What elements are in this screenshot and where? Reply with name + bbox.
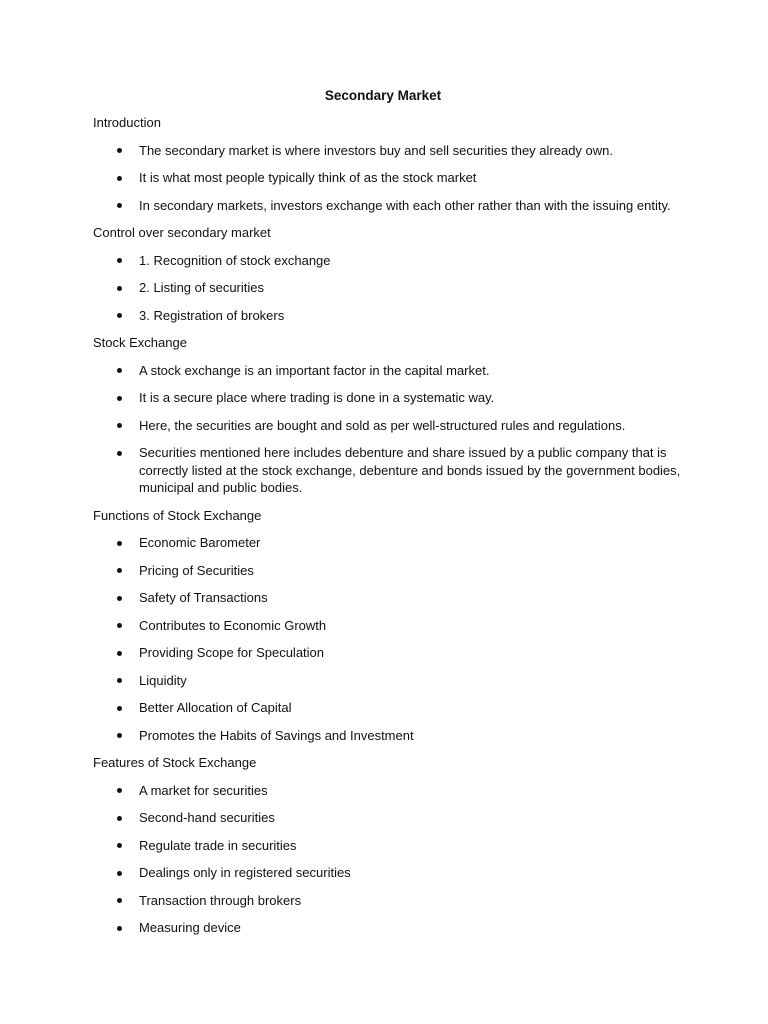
list-item: [93, 782, 683, 800]
list-item: [93, 562, 683, 580]
bullet-dot-icon: [117, 898, 122, 903]
bullet-dot-icon: [117, 286, 122, 291]
bullet-dot-icon: [117, 313, 122, 318]
bullet-dot-icon: [117, 541, 122, 546]
bullet-dot-icon: [117, 396, 122, 401]
bullet-dot-icon: [117, 203, 122, 208]
bullet-dot-icon: [117, 926, 122, 931]
list-item-text: Better Allocation of Capital: [139, 700, 292, 715]
list-item: [93, 534, 683, 552]
list-item: [93, 809, 683, 827]
list-item: [93, 252, 683, 270]
document-title: Secondary Market: [324, 88, 442, 103]
document-page: [93, 87, 683, 947]
bullet-list: [93, 362, 683, 497]
bullet-dot-icon: [117, 568, 122, 573]
section-heading: Features of Stock Exchange: [93, 755, 257, 770]
list-item: [93, 389, 683, 407]
list-item: [93, 672, 683, 690]
list-item-text: Promotes the Habits of Savings and Investment: [139, 727, 414, 743]
bullet-dot-icon: [117, 176, 122, 181]
bullet-dot-icon: [117, 451, 122, 456]
bullet-list: [93, 252, 683, 325]
bullet-dot-icon: [117, 623, 122, 628]
bullet-dot-icon: [117, 706, 122, 711]
list-item: [93, 699, 683, 717]
list-item-text: Securities mentioned here includes debenture and share issued by a public company that is correctly listed at the stock exchange, debenture and bonds issued by the government bodies, municipal and public bodies.: [139, 445, 681, 495]
list-item-text: Pricing of Securities: [139, 562, 254, 578]
list-item: [93, 919, 683, 937]
list-item-text: A stock exchange is an important factor in the capital market.: [139, 362, 490, 378]
list-item: [93, 837, 683, 855]
list-item-text: The secondary market is where investors buy and sell securities they already own.: [139, 142, 613, 158]
bullet-dot-icon: [117, 871, 122, 876]
list-item-text: Regulate trade in securities: [139, 837, 297, 853]
bullet-dot-icon: [117, 733, 122, 738]
bullet-dot-icon: [117, 788, 122, 793]
list-item-text: 1. Recognition of stock exchange: [139, 252, 331, 268]
list-item-text: Providing Scope for Speculation: [139, 645, 325, 660]
list-item-text: Transaction through brokers: [139, 892, 302, 908]
bullet-dot-icon: [117, 678, 122, 683]
list-item-text: Liquidity: [139, 672, 187, 688]
bullet-dot-icon: [117, 816, 122, 821]
list-item: [93, 169, 683, 187]
bullet-dot-icon: [117, 843, 122, 848]
bullet-dot-icon: [117, 368, 122, 373]
bullet-dot-icon: [117, 651, 122, 656]
list-item-text: Dealings only in registered securities: [139, 865, 351, 880]
list-item: [93, 864, 683, 882]
list-item: [93, 617, 683, 635]
bullet-dot-icon: [117, 258, 122, 263]
list-item-text: A market for securities: [139, 782, 268, 798]
document-body: [93, 114, 683, 937]
list-item: [93, 307, 683, 325]
bullet-dot-icon: [117, 596, 122, 601]
section-heading: Functions of Stock Exchange: [93, 507, 262, 523]
list-item-text: In secondary markets, investors exchange with each other rather than with the issuing entity.: [139, 197, 671, 213]
section-heading: Control over secondary market: [93, 225, 271, 240]
bullet-list: [93, 534, 683, 744]
list-item-text: 3. Registration of brokers: [139, 307, 285, 323]
bullet-list: [93, 142, 683, 215]
list-item: [93, 279, 683, 297]
list-item-text: Here, the securities are bought and sold as per well-structured rules and regulations.: [139, 417, 626, 433]
list-item-text: 2. Listing of securities: [139, 280, 265, 295]
list-item: [93, 892, 683, 910]
bullet-dot-icon: [117, 423, 122, 428]
list-item: [93, 142, 683, 160]
list-item-text: Safety of Transactions: [139, 590, 268, 605]
list-item-text: It is a secure place where trading is done in a systematic way.: [139, 390, 495, 405]
list-item: [93, 727, 683, 745]
list-item: [93, 197, 683, 215]
list-item: [93, 444, 683, 497]
list-item: [93, 589, 683, 607]
list-item-text: Economic Barometer: [139, 535, 261, 550]
bullet-list: [93, 782, 683, 937]
list-item-text: Contributes to Economic Growth: [139, 617, 327, 633]
list-item: [93, 362, 683, 380]
list-item-text: It is what most people typically think of as the stock market: [139, 170, 477, 185]
section-heading: Stock Exchange: [93, 335, 187, 350]
list-item: [93, 644, 683, 662]
bullet-dot-icon: [117, 148, 122, 153]
section-heading: Introduction: [93, 115, 161, 130]
list-item-text: Measuring device: [139, 920, 241, 935]
list-item: [93, 417, 683, 435]
list-item-text: Second-hand securities: [139, 810, 275, 825]
